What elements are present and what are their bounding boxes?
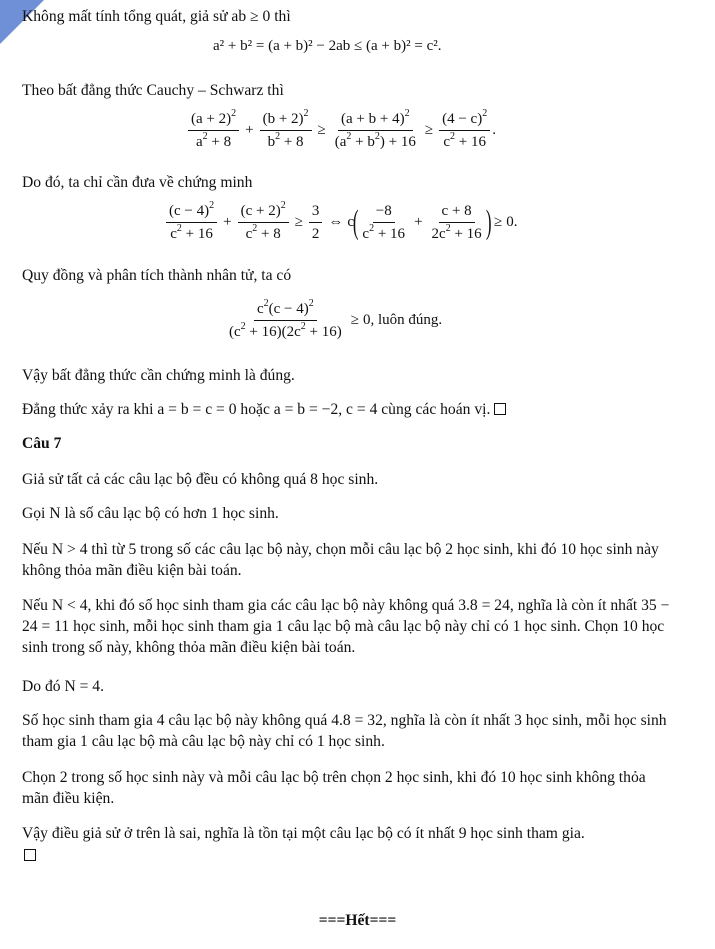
- text-line-10: Nếu N < 4, khi đó số học sinh tham gia các câu lạc bộ này không quá 3.8 = 24, nghĩa là còn ít nhất 35 − 24 = 11 học sinh, mỗi học sinh tham gia 1 câu lạc bộ mà câu lạc bộ này chỉ có 1 học sinh. Chọn 10 học sinh trong số này, không thỏa mãn điều kiện bài toán.: [22, 597, 670, 656]
- qed-box-icon: [494, 403, 506, 415]
- text-line-11: Do đó N = 4.: [22, 678, 104, 695]
- text-line-8: Gọi N là số câu lạc bộ có hơn 1 học sinh.: [22, 505, 279, 522]
- end-marker: ===Hết===: [318, 912, 397, 929]
- text-line-9: Nếu N > 4 thì từ 5 trong số các câu lạc bộ này, chọn mỗi câu lạc bộ 2 học sinh, khi đó 10 học sinh này không thỏa mãn điều kiện bài toán.: [22, 541, 659, 579]
- text-line-6: Đẳng thức xảy ra khi a = b = c = 0 hoặc a = b = −2, c = 4 cùng các hoán vị.: [22, 401, 491, 418]
- equation-4: $\frac{c^2(c - 4)^2}{(c^2 + 16)(2c^2 + 16)}$ ≥ 0 , luôn đúng.: [229, 298, 443, 340]
- text-line-14: Vậy điều giả sử ở trên là sai, nghĩa là tồn tại một câu lạc bộ có ít nhất 9 học sinh tham gia.: [22, 825, 585, 842]
- equation-2: $(a + 2)^2$ $a^2 + 8$ + $\frac{(b + 2)^2}{b^2 + 8}$ ≥ $\frac{(a + b + 4)^2}{(a^2 + b^2) + 16}$ ≥ $\frac{(4 - c)^2}{c^2 + 16}$ .: [186, 110, 496, 151]
- equation-3: $(c - 4)^2$ $c^2 + 16$ + $\frac{(c + 2)^2}{c^2 + 8}$ ≥ $\frac{3}{2}$ ⇔ c ( −8 $c^2 + 16$ + $\frac{c + 8}{2c^2 + 16}$ ) ≥ 0.: [164, 202, 517, 243]
- text-line-13: Chọn 2 trong số học sinh này và mỗi câu lạc bộ trên chọn 2 học sinh, khi đó 10 học sinh không thỏa mãn điều kiện.: [22, 769, 646, 807]
- text-line-5: Vậy bất đẳng thức cần chứng minh là đúng.: [22, 367, 295, 384]
- equation-1: a² + b² = (a + b)² − 2ab ≤ (a + b)² = c².: [213, 38, 442, 54]
- text-line-12: Số học sinh tham gia 4 câu lạc bộ này không quá 4.8 = 32, nghĩa là còn ít nhất 3 học sinh, mỗi học sinh tham gia 1 câu lạc bộ mà câu lạc bộ này chỉ có 1 học sinh.: [22, 712, 667, 750]
- text-line-4: Quy đồng và phân tích thành nhân tử, ta có: [22, 267, 292, 284]
- text-line-2: Theo bất đẳng thức Cauchy – Schwarz thì: [22, 82, 284, 99]
- qed-box-icon-2: [24, 849, 36, 861]
- text-line-3: Do đó, ta chỉ cần đưa về chứng minh: [22, 174, 253, 191]
- text-line-6-wrap: [22, 399, 675, 420]
- question-7-heading: Câu 7: [22, 435, 62, 452]
- equation-4-suffix: , luôn đúng.: [370, 312, 443, 328]
- text-line-7: Giả sử tất cả các câu lạc bộ đều có không quá 8 học sinh.: [22, 471, 379, 488]
- qed-line: [22, 845, 675, 866]
- text-line-1: Không mất tính tổng quát, giả sử ab ≥ 0 thì: [22, 8, 291, 25]
